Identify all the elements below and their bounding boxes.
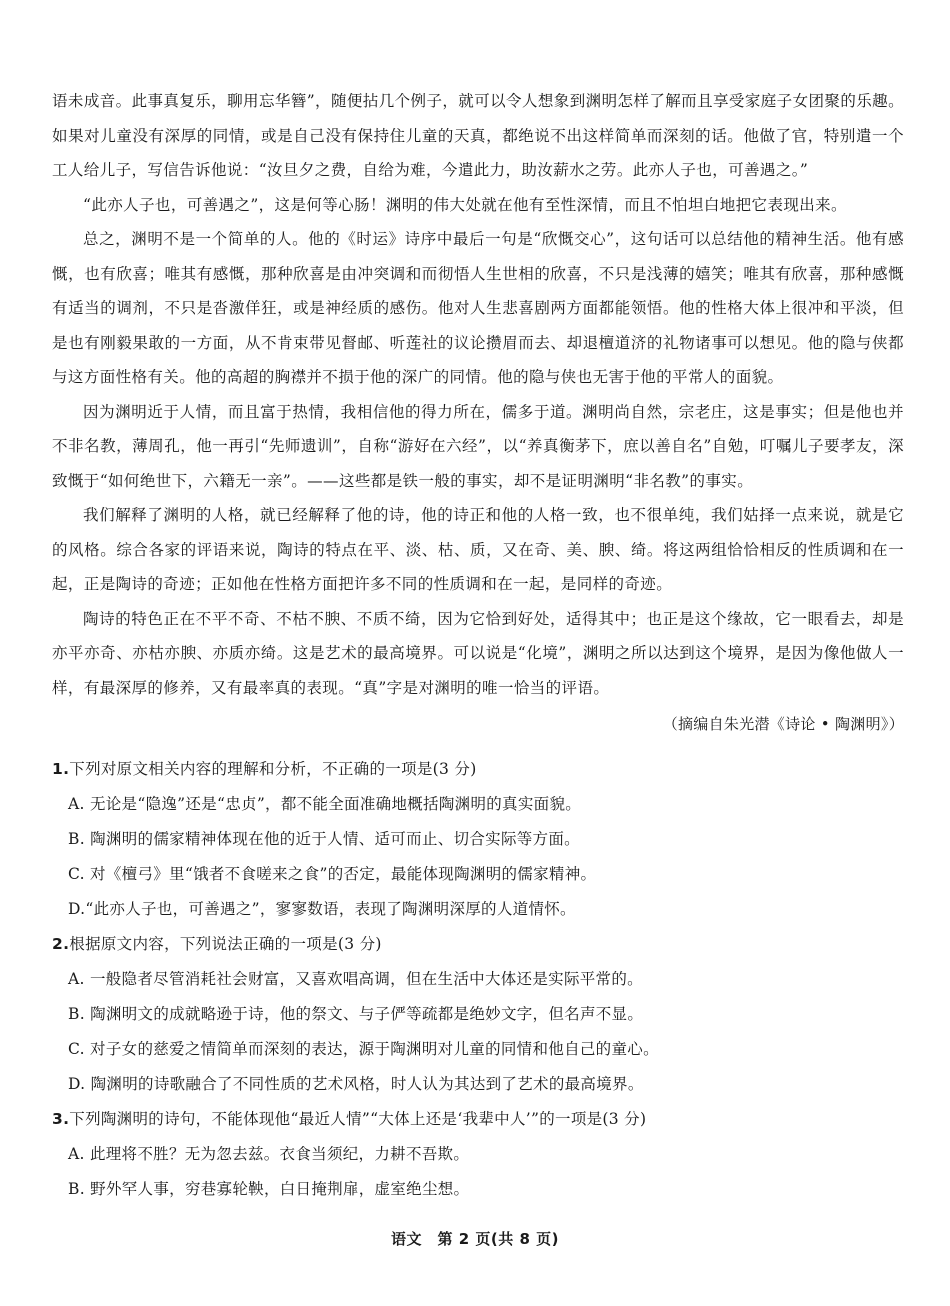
question-option: B. 陶渊明的儒家精神体现在他的近于人情、适可而止、切合实际等方面。 [68,830,580,848]
question-text: 根据原文内容，下列说法正确的一项是(3 分) [69,935,382,953]
question-stem [52,927,904,962]
question-list [52,752,904,1207]
passage-paragraph: “此亦人子也，可善遇之”，这是何等心肠！渊明的伟大处就在他有至性深情，而且不怕坦白地把它表现出来。 [83,195,847,214]
question-1 [52,752,904,927]
passage-paragraph: 我们解释了渊明的人格，就已经解释了他的诗，他的诗正和他的人格一致，也不很单纯，我们姑择一点来说，就是它的风格。综合各家的评语来说，陶诗的特点在平、淡、枯、质，又在奇、美、腴、绮。将这两组恰恰相反的性质调和在一起，正是陶诗的奇迹；正如他在性格方面把许多不同的性质调和在一起，是同样的奇迹。 [52,506,904,593]
page-footer: 语文 第 2 页(共 8 页) [391,1230,559,1248]
question-3 [52,1102,904,1207]
question-number: 1. [52,760,70,778]
question-option: B. 野外罕人事，穷巷寡轮鞅，白日掩荆扉，虚室绝尘想。 [68,1180,470,1198]
question-option: C. 对《檀弓》里“饿者不食嗟来之食”的否定，最能体现陶渊明的儒家精神。 [68,865,597,883]
question-stem [52,752,904,787]
question-text: 下列陶渊明的诗句，不能体现他“最近人情”“大体上还是‘我辈中人’”的一项是(3 分) [69,1110,647,1128]
question-option: A. 一般隐者尽管消耗社会财富，又喜欢唱高调，但在生活中大体还是实际平常的。 [68,970,643,988]
question-number: 2. [52,935,70,953]
passage-source: （摘编自朱光潜《诗论 • 陶渊明》） [662,715,904,733]
passage-paragraph: 因为渊明近于人情，而且富于热情，我相信他的得力所在，儒多于道。渊明尚自然，宗老庄，这是事实；但是他也并不非名教，薄周孔，他一再引“先师遗训”，自称“游好在六经”，以“养真衡茅下，庶以善自名”自勉，叮嘱儿子要孝友，深致慨于“如何绝世下，六籍无一亲”。——这些都是铁一般的事实，却不是证明渊明“非名教”的事实。 [52,402,904,490]
passage-paragraph: 总之，渊明不是一个简单的人。他的《时运》诗序中最后一句是“欣慨交心”，这句话可以总结他的精神生活。他有感慨，也有欣喜；唯其有感慨，那种欣喜是由冲突调和而彻悟人生世相的欣喜，不只是浅薄的嬉笑；唯其有欣喜，那种感慨有适当的调剂，不只是沓激佯狂，或是神经质的感伤。他对人生悲喜剧两方面都能领悟。他的性格大体上很冲和平淡，但是也有刚毅果敢的一方面，从不肯束带见督邮、听莲社的议论攒眉而去、却退檀道济的礼物诸事可以想见。他的隐与侠都与这方面性格有关。他的高超的胸襟并不损于他的深广的同情。他的隐与侠也无害于他的平常人的面貌。 [52,230,904,386]
reading-passage [52,84,904,739]
question-text: 下列对原文相关内容的理解和分析，不正确的一项是(3 分) [69,760,477,778]
question-option: D.“此亦人子也，可善遇之”，寥寥数语，表现了陶渊明深厚的人道情怀。 [68,900,576,918]
passage-paragraph: 语未成音。此事真复乐，聊用忘华簪”，随便拈几个例子，就可以令人想象到渊明怎样了解而且享受家庭子女团聚的乐趣。如果对儿童没有深厚的同情，或是自己没有保持住儿童的天真，都绝说不出这样简单而深刻的话。他做了官，特别遣一个工人给儿子，写信告诉他说：“汝旦夕之费，自给为难，今遣此力，助汝薪水之劳。此亦人子也，可善遇之。” [52,92,904,179]
question-option: A. 此理将不胜？无为忽去兹。衣食当须纪，力耕不吾欺。 [68,1145,470,1163]
question-option: A. 无论是“隐逸”还是“忠贞”，都不能全面准确地概括陶渊明的真实面貌。 [68,795,582,813]
question-option: B. 陶渊明文的成就略逊于诗，他的祭文、与子俨等疏都是绝妙文字，但名声不显。 [68,1005,644,1023]
question-number: 3. [52,1110,70,1128]
question-option: D. 陶渊明的诗歌融合了不同性质的艺术风格，时人认为其达到了艺术的最高境界。 [68,1075,644,1093]
question-stem [52,1102,904,1137]
question-2 [52,927,904,1102]
question-option: C. 对子女的慈爱之情简单而深刻的表达，源于陶渊明对儿童的同情和他自己的童心。 [68,1040,659,1058]
passage-paragraph: 陶诗的特色正在不平不奇、不枯不腴、不质不绮，因为它恰到好处，适得其中；也正是这个缘故，它一眼看去，却是亦平亦奇、亦枯亦腴、亦质亦绮。这是艺术的最高境界。可以说是“化境”，渊明之所以达到这个境界，是因为像他做人一样，有最深厚的修养，又有最率真的表现。“真”字是对渊明的唯一恰当的评语。 [52,609,904,697]
